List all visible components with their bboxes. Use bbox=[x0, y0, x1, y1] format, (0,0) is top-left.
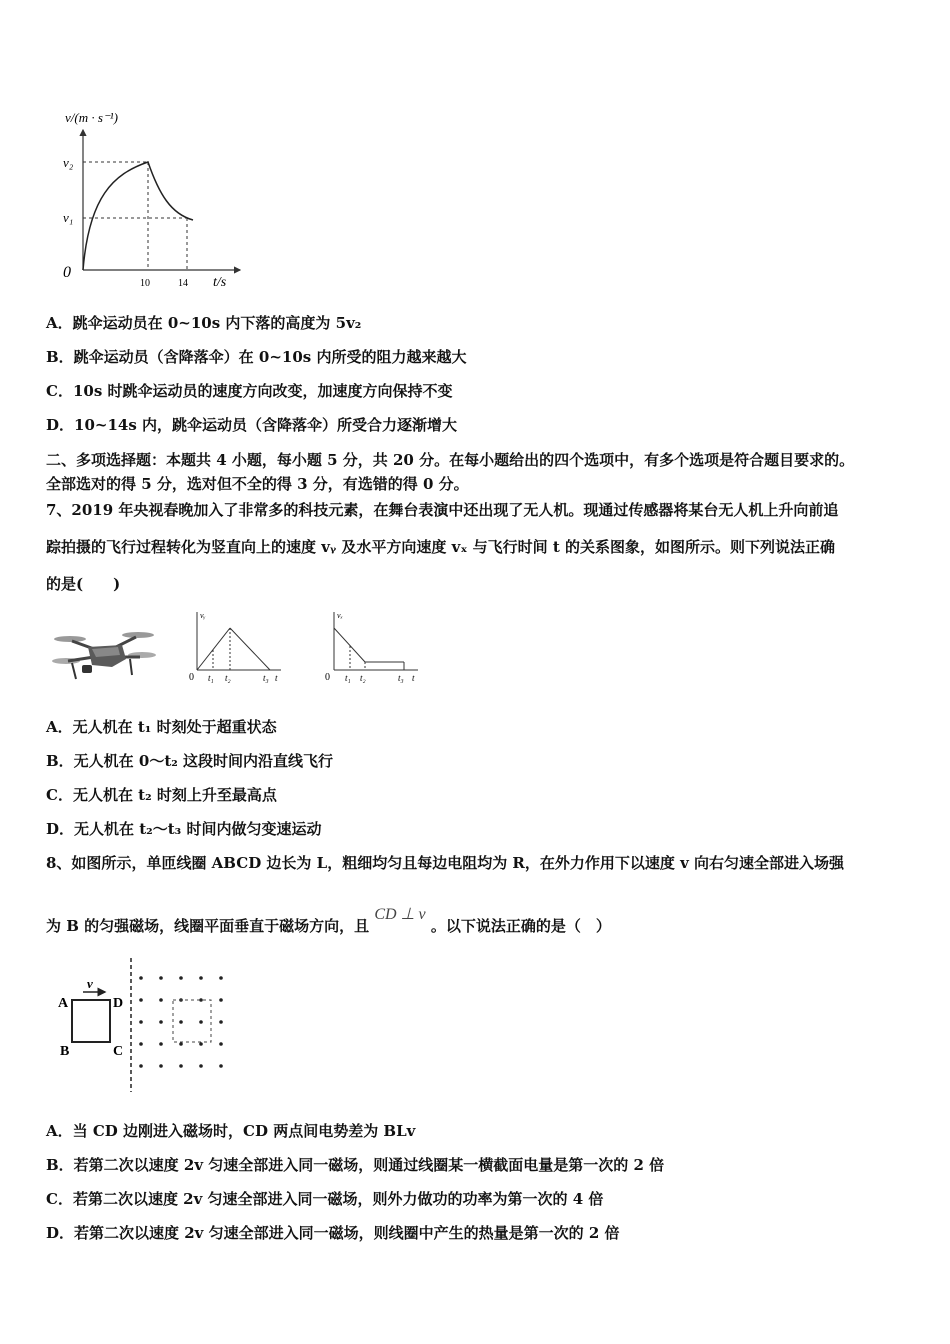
vy-t1: t₁ bbox=[208, 673, 214, 683]
vx-t-graph bbox=[320, 608, 425, 688]
vy-line-fall bbox=[230, 628, 270, 670]
t10-label: 10 bbox=[140, 278, 150, 289]
v1-label: v₁ bbox=[63, 210, 74, 225]
vx-line bbox=[334, 628, 365, 662]
q8-formula: CD ⊥ v bbox=[374, 906, 426, 923]
coil-abcd bbox=[72, 1000, 110, 1042]
vy-t2: t₂ bbox=[225, 673, 231, 683]
q6-vt-graph bbox=[55, 102, 255, 292]
section2-scoring: 全部选对的得 5 分，选对但不全的得 3 分，有选错的得 0 分。 bbox=[46, 475, 469, 493]
section2-heading: 二、多项选择题：本题共 4 小题，每小题 5 分，共 20 分。在每小题给出的四个选项中，有多个选项是符合题目要求的。 bbox=[46, 451, 855, 469]
vx-t: t bbox=[412, 673, 415, 683]
vx-label: vₓ bbox=[337, 611, 343, 620]
q7-stem-line3: 的是( ) bbox=[46, 575, 121, 593]
q6-option-b: B．跳伞运动员（含降落伞）在 0~10s 内所受的阻力越来越大 bbox=[46, 348, 467, 366]
vy-t3: t₃ bbox=[263, 673, 269, 683]
drone-image bbox=[52, 625, 157, 685]
coil-final-position bbox=[173, 1000, 211, 1042]
q7-stem-line1: 7、2019 年央视春晚加入了非常多的科技元素，在舞台表演中还出现了无人机。现通过传感器将某台无人机上升向前追 bbox=[46, 501, 839, 519]
magnetic-field-dots bbox=[139, 976, 223, 1068]
q8-stem-line1: 8、如图所示，单匝线圈 ABCD 边长为 L，粗细均匀且每边电阻均为 R，在外力作用下以速度 v 向右匀速全部进入场强 bbox=[46, 854, 845, 872]
vy-origin: 0 bbox=[189, 672, 194, 683]
q7-option-b: B．无人机在 0～t₂ 这段时间内沿直线飞行 bbox=[46, 752, 334, 770]
q8-option-c: C．若第二次以速度 2v 匀速全部进入同一磁场，则外力做功的功率为第一次的 4 倍 bbox=[46, 1190, 604, 1208]
label-d: D bbox=[113, 996, 124, 1011]
q6-option-d: D．10~14s 内，跳伞运动员（含降落伞）所受合力逐渐增大 bbox=[46, 416, 457, 434]
label-c: C bbox=[113, 1044, 124, 1059]
q7-option-a: A．无人机在 t₁ 时刻处于超重状态 bbox=[46, 718, 277, 736]
v2-label: v₂ bbox=[63, 155, 74, 170]
x-axis-label: t/s bbox=[213, 275, 227, 290]
vx-t3: t₃ bbox=[398, 673, 404, 683]
label-b: B bbox=[60, 1044, 70, 1059]
q7-option-d: D．无人机在 t₂～t₃ 时间内做匀变速运动 bbox=[46, 820, 322, 838]
vx-t1: t₁ bbox=[345, 673, 351, 683]
vy-t: t bbox=[275, 673, 278, 683]
q8-option-d: D．若第二次以速度 2v 匀速全部进入同一磁场，则线圈中产生的热量是第一次的 2 倍 bbox=[46, 1224, 620, 1242]
t14-label: 14 bbox=[178, 278, 188, 289]
q8-stem-line2-post: 。以下说法正确的是（ ） bbox=[430, 917, 611, 935]
q6-option-c: C．10s 时跳伞运动员的速度方向改变，加速度方向保持不变 bbox=[46, 382, 453, 400]
vx-t2: t₂ bbox=[360, 673, 366, 683]
q8-option-b: B．若第二次以速度 2v 匀速全部进入同一磁场，则通过线圈某一横截面电量是第一次的 2 倍 bbox=[46, 1156, 665, 1174]
q8-stem-line2-pre: 为 B 的匀强磁场，线圈平面垂直于磁场方向，且 bbox=[46, 917, 370, 935]
vy-label: vᵧ bbox=[200, 611, 206, 620]
velocity-curve bbox=[83, 162, 193, 270]
label-a: A bbox=[58, 996, 69, 1011]
q6-option-a: A．跳伞运动员在 0~10s 内下落的高度为 5v₂ bbox=[46, 314, 362, 332]
q8-option-a: A．当 CD 边刚进入磁场时，CD 两点间电势差为 BLv bbox=[46, 1122, 416, 1140]
q7-stem-line2: 踪拍摄的飞行过程转化为竖直向上的速度 vᵧ 及水平方向速度 vₓ 与飞行时间 t 的关系图象，如图所示。则下列说法正确 bbox=[46, 538, 836, 556]
q8-coil-figure bbox=[55, 955, 240, 1095]
y-axis-label: v/(m · s⁻¹) bbox=[65, 110, 118, 125]
q8-stem-line2 bbox=[46, 906, 611, 936]
q7-option-c: C．无人机在 t₂ 时刻上升至最高点 bbox=[46, 786, 277, 804]
origin-label: 0 bbox=[63, 264, 71, 281]
vx-origin: 0 bbox=[325, 672, 330, 683]
vy-t-graph bbox=[185, 608, 290, 688]
label-v: v bbox=[87, 976, 93, 991]
